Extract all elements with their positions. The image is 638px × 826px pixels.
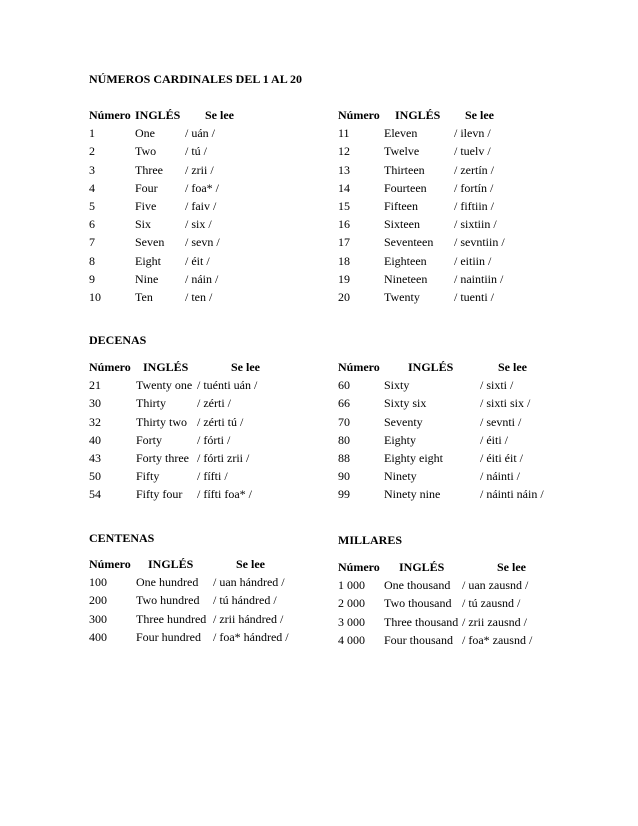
numero-cell: 10 [89, 289, 101, 304]
header-ingles: INGLÉS [135, 108, 181, 122]
pronunciacion-cell: / náinti / [480, 469, 520, 484]
numero-cell: 66 [338, 396, 350, 411]
numero-cell: 60 [338, 378, 350, 393]
ingles-cell: Seven [135, 235, 165, 250]
ingles-cell: Twelve [384, 144, 420, 159]
ingles-cell: Fourteen [384, 180, 427, 195]
pronunciacion-cell: / ten / [185, 289, 213, 304]
pronunciacion-cell: / sevntiin / [454, 235, 505, 250]
ingles-cell: Seventy [384, 414, 423, 429]
pronunciacion-cell: / zérti / [197, 396, 231, 411]
pronunciacion-cell: / tú hándred / [213, 593, 277, 608]
pronunciacion-cell: / éiti / [480, 432, 508, 447]
pronunciacion-cell: / tú zausnd / [462, 596, 521, 611]
numero-cell: 21 [89, 378, 101, 393]
numero-cell: 3 000 [338, 614, 365, 629]
numero-cell: 300 [89, 611, 107, 626]
header-numero: Número [338, 108, 380, 122]
pronunciacion-cell: / six / [185, 217, 212, 232]
ingles-cell: Five [135, 198, 157, 213]
numero-cell: 70 [338, 414, 350, 429]
numero-cell: 90 [338, 469, 350, 484]
ingles-cell: Ninety [384, 469, 417, 484]
pronunciacion-cell: / zrii zausnd / [462, 614, 527, 629]
ingles-cell: Eighty eight [384, 450, 443, 465]
pronunciacion-cell: / éiti éit / [480, 450, 523, 465]
pronunciacion-cell: / zrii hándred / [213, 611, 284, 626]
pronunciacion-cell: / eitiin / [454, 253, 492, 268]
pronunciacion-cell: / uan zausnd / [462, 578, 529, 593]
numero-cell: 12 [338, 144, 350, 159]
numero-cell: 43 [89, 450, 101, 465]
ingles-cell: One [135, 126, 155, 141]
ingles-cell: Eight [135, 253, 161, 268]
pronunciacion-cell: / uan hándred / [213, 575, 285, 590]
numero-cell: 2 [89, 144, 95, 159]
numero-cell: 80 [338, 432, 350, 447]
numero-cell: 8 [89, 253, 95, 268]
pronunciacion-cell: / zrii / [185, 162, 214, 177]
numero-cell: 17 [338, 235, 350, 250]
pronunciacion-cell: / sevn / [185, 235, 220, 250]
header-numero: Número [89, 360, 131, 374]
header-numero: Número [89, 557, 131, 571]
numero-cell: 15 [338, 198, 350, 213]
numero-cell: 7 [89, 235, 95, 250]
ingles-cell: Thirteen [384, 162, 425, 177]
pronunciacion-cell: / sixtiin / [454, 217, 497, 232]
header-ingles: INGLÉS [143, 360, 189, 374]
header-numero: Número [338, 360, 380, 374]
numero-cell: 6 [89, 217, 95, 232]
header-se-lee: Se lee [231, 360, 260, 374]
numero-cell: 30 [89, 396, 101, 411]
ingles-cell: Four [135, 180, 158, 195]
numero-cell: 200 [89, 593, 107, 608]
pronunciacion-cell: / éit / [185, 253, 210, 268]
ingles-cell: Nine [135, 271, 159, 286]
pronunciacion-cell: / naintiin / [454, 271, 504, 286]
header-se-lee: Se lee [236, 557, 265, 571]
ingles-cell: Forty three [136, 450, 189, 465]
pronunciacion-cell: / tú / [185, 144, 208, 159]
pronunciacion-cell: / zérti tú / [197, 414, 244, 429]
numero-cell: 1 000 [338, 578, 365, 593]
section-title-centenas: CENTENAS [89, 531, 155, 545]
pronunciacion-cell: / foa* zausnd / [462, 632, 533, 647]
ingles-cell: Sixty six [384, 396, 427, 411]
pronunciacion-cell: / náinti náin / [480, 487, 544, 502]
ingles-cell: Twenty [384, 289, 420, 304]
numero-cell: 11 [338, 126, 350, 141]
header-se-lee: Se lee [498, 360, 527, 374]
ingles-cell: Ten [135, 289, 153, 304]
header-numero: Número [89, 108, 131, 122]
pronunciacion-cell: / fífti / [197, 469, 228, 484]
numero-cell: 99 [338, 487, 350, 502]
ingles-cell: One thousand [384, 578, 451, 593]
numero-cell: 3 [89, 162, 95, 177]
numero-cell: 14 [338, 180, 350, 195]
numero-cell: 40 [89, 432, 101, 447]
ingles-cell: Fifteen [384, 198, 418, 213]
header-se-lee: Se lee [497, 560, 526, 574]
numero-cell: 50 [89, 469, 101, 484]
ingles-cell: Three hundred [136, 611, 207, 626]
pronunciacion-cell: / fórti zrii / [197, 450, 250, 465]
pronunciacion-cell: / zertín / [454, 162, 494, 177]
pronunciacion-cell: / fiftiin / [454, 198, 494, 213]
ingles-cell: Three thousand [384, 614, 459, 629]
ingles-cell: Fifty [136, 469, 160, 484]
numero-cell: 88 [338, 450, 350, 465]
pronunciacion-cell: / fífti foa* / [197, 487, 252, 502]
numero-cell: 13 [338, 162, 350, 177]
pronunciacion-cell: / sevnti / [480, 414, 522, 429]
header-numero: Número [338, 560, 380, 574]
ingles-cell: Thirty [136, 396, 166, 411]
numero-cell: 32 [89, 414, 101, 429]
numero-cell: 1 [89, 126, 95, 141]
numero-cell: 2 000 [338, 596, 365, 611]
ingles-cell: Eighty [384, 432, 416, 447]
numero-cell: 18 [338, 253, 350, 268]
pronunciacion-cell: / uán / [185, 126, 215, 141]
pronunciacion-cell: / faiv / [185, 198, 217, 213]
ingles-cell: Three [135, 162, 163, 177]
pronunciacion-cell: / tuelv / [454, 144, 491, 159]
page-title: NÚMEROS CARDINALES DEL 1 AL 20 [89, 72, 303, 86]
pronunciacion-cell: / sixti six / [480, 396, 531, 411]
ingles-cell: Four thousand [384, 632, 453, 647]
ingles-cell: Ninety nine [384, 487, 441, 502]
ingles-cell: Two thousand [384, 596, 452, 611]
ingles-cell: Eleven [384, 126, 418, 141]
header-ingles: INGLÉS [395, 108, 441, 122]
numero-cell: 9 [89, 271, 95, 286]
ingles-cell: Sixty [384, 378, 410, 393]
header-se-lee: Se lee [465, 108, 494, 122]
ingles-cell: Forty [136, 432, 163, 447]
pronunciacion-cell: / ilevn / [454, 126, 491, 141]
ingles-cell: Thirty two [136, 414, 187, 429]
numero-cell: 19 [338, 271, 350, 286]
ingles-cell: One hundred [136, 575, 199, 590]
numero-cell: 400 [89, 629, 107, 644]
numero-cell: 20 [338, 289, 350, 304]
header-se-lee: Se lee [205, 108, 234, 122]
numero-cell: 4 [89, 180, 95, 195]
pronunciacion-cell: / tuenti / [454, 289, 494, 304]
ingles-cell: Eighteen [384, 253, 427, 268]
header-ingles: INGLÉS [148, 557, 194, 571]
numero-cell: 100 [89, 575, 107, 590]
header-ingles: INGLÉS [408, 360, 454, 374]
section-title-decenas: DECENAS [89, 333, 147, 347]
pronunciacion-cell: / fortín / [454, 180, 494, 195]
pronunciacion-cell: / foa* / [185, 180, 219, 195]
ingles-cell: Two hundred [136, 593, 200, 608]
numero-cell: 5 [89, 198, 95, 213]
pronunciacion-cell: / fórti / [197, 432, 231, 447]
ingles-cell: Fifty four [136, 487, 183, 502]
ingles-cell: Nineteen [384, 271, 428, 286]
pronunciacion-cell: / náin / [185, 271, 219, 286]
numero-cell: 4 000 [338, 632, 365, 647]
ingles-cell: Two [135, 144, 157, 159]
ingles-cell: Seventeen [384, 235, 434, 250]
ingles-cell: Twenty one [136, 378, 193, 393]
section-title-millares: MILLARES [338, 533, 403, 547]
pronunciacion-cell: / tuénti uán / [197, 378, 258, 393]
ingles-cell: Sixteen [384, 217, 420, 232]
pronunciacion-cell: / sixti / [480, 378, 514, 393]
pronunciacion-cell: / foa* hándred / [213, 629, 289, 644]
numero-cell: 54 [89, 487, 101, 502]
header-ingles: INGLÉS [399, 560, 445, 574]
ingles-cell: Four hundred [136, 629, 201, 644]
ingles-cell: Six [135, 217, 152, 232]
numero-cell: 16 [338, 217, 350, 232]
